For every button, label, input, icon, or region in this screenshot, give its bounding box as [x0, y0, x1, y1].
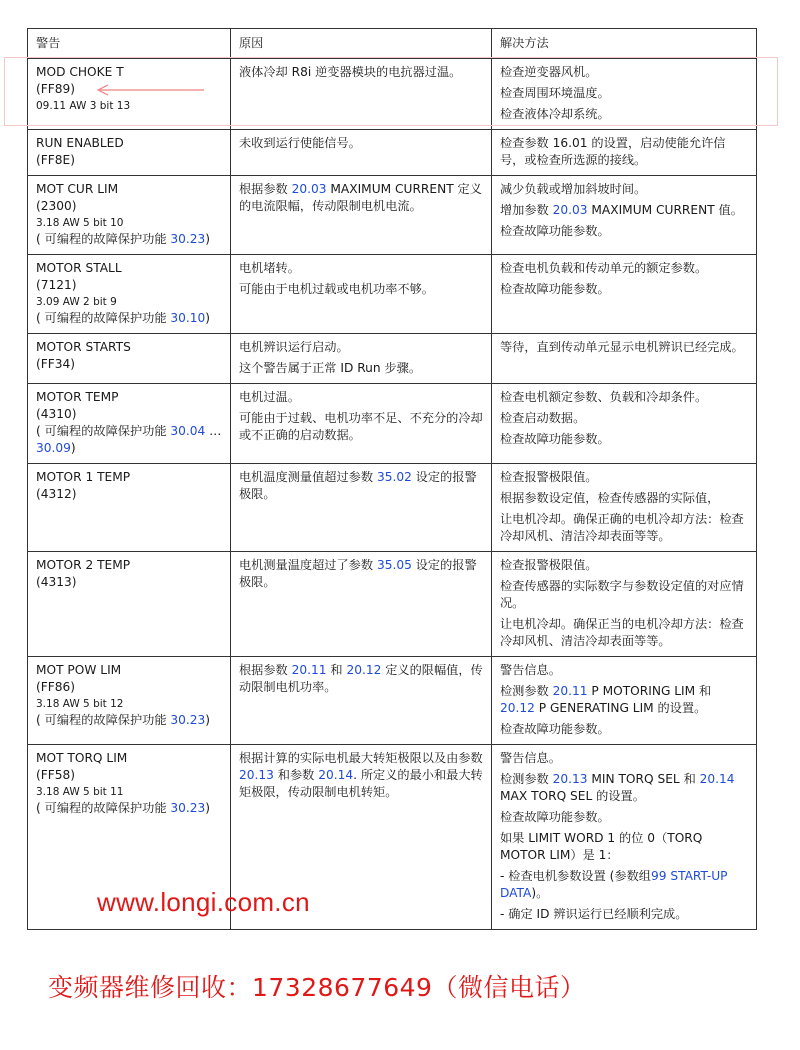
- parameter-link[interactable]: 30.09: [36, 441, 71, 455]
- solution-paragraph: [500, 135, 748, 169]
- warning-name: RUN ENABLED: [36, 136, 124, 150]
- cause-paragraph: [239, 281, 483, 298]
- solution-paragraph: [500, 260, 748, 277]
- cause-paragraph: [239, 557, 483, 591]
- parameter-link[interactable]: 20.13: [239, 768, 274, 782]
- text-segment: ): [205, 713, 211, 727]
- warning-code: (4312): [36, 487, 77, 501]
- warning-code: (2300): [36, 199, 77, 213]
- solution-paragraph: [500, 616, 748, 650]
- cause-paragraph: [239, 469, 483, 503]
- text-segment: . 所定义的最小和最大转矩极限，传动限制电机转矩。: [239, 768, 483, 799]
- cause-paragraph: [239, 389, 483, 406]
- parameter-link[interactable]: 99 START-UP DATA: [500, 869, 728, 900]
- solution-paragraph: [500, 557, 748, 574]
- solution-paragraph: [500, 750, 748, 767]
- text-segment: ( 可编程的故障保护功能: [36, 424, 171, 438]
- text-segment: ): [205, 311, 211, 325]
- cause-cell: [231, 255, 492, 334]
- text-segment: 电机测量温度超过了参数: [239, 558, 377, 572]
- cause-cell: [231, 552, 492, 657]
- alarm-word-bit: 09.11 AW 3 bit 13: [36, 100, 131, 112]
- text-segment: 检查故障功能参数。: [500, 810, 610, 824]
- warning-name: MOD CHOKE T: [36, 65, 124, 79]
- parameter-link[interactable]: 35.02: [376, 470, 412, 484]
- solution-paragraph: [500, 223, 748, 240]
- text-segment: 让电机冷却。确保正确的电机冷却方法：检查冷却风机、清洁冷却表面等等。: [500, 512, 744, 543]
- text-segment: 检查电机额定参数、负载和冷却条件。: [500, 390, 708, 404]
- warning-cell: [28, 130, 231, 176]
- warning-code: (FF8E): [36, 153, 75, 167]
- text-segment: 电机过温。: [239, 390, 300, 404]
- text-segment: - 确定 ID 辨识运行已经顺利完成。: [500, 907, 688, 921]
- text-segment: 液体冷却 R8i 逆变器模块的电抗器过温。: [239, 65, 462, 79]
- text-segment: 减少负载或增加斜坡时间。: [500, 182, 647, 196]
- text-segment: 检查逆变器风机。: [500, 65, 598, 79]
- text-segment: 可能由于过载、电机功率不足、不充分的冷却或不正确的启动数据。: [239, 411, 483, 442]
- text-segment: ): [205, 801, 211, 815]
- text-segment: ( 可编程的故障保护功能: [36, 801, 171, 815]
- text-segment: 检查报警极限值。: [500, 470, 598, 484]
- text-segment: 检查故障功能参数。: [500, 282, 610, 296]
- programmable-fault-note: [36, 310, 222, 327]
- warning-cell: [28, 176, 231, 255]
- footer-contact: 变频器维修回收：17328677649（微信电话）: [48, 973, 586, 1002]
- alarm-word-bit: 3.18 AW 5 bit 12: [36, 698, 124, 710]
- solution-paragraph: [500, 830, 748, 864]
- text-segment: 电机温度测量值超过参数: [239, 470, 377, 484]
- text-segment: 根据参数设定值，检查传感器的实际值，: [500, 491, 720, 505]
- cause-paragraph: [239, 360, 483, 377]
- solution-cell: [492, 255, 757, 334]
- solution-cell: [492, 464, 757, 552]
- text-segment: …: [205, 424, 222, 438]
- solution-paragraph: [500, 683, 748, 717]
- warning-code: (FF34): [36, 357, 76, 371]
- header-solution: 解决方法: [492, 29, 757, 59]
- table-header-row: [28, 29, 757, 59]
- solution-paragraph: [500, 721, 748, 738]
- table-row: [28, 334, 757, 384]
- solution-paragraph: [500, 662, 748, 679]
- text-segment: P MOTORING LIM 和: [587, 684, 712, 698]
- warning-code: (4313): [36, 575, 77, 589]
- warning-table: [27, 28, 757, 930]
- text-segment: MAX TORQ SEL 的设置。: [500, 789, 645, 803]
- warning-cell: [28, 464, 231, 552]
- text-segment: 警告信息。: [500, 663, 561, 677]
- text-segment: 检查传感器的实际数字与参数设定值的对应情况。: [500, 579, 744, 610]
- solution-paragraph: [500, 906, 748, 923]
- text-segment: 设定的报警极限。: [239, 470, 477, 501]
- text-segment: ( 可编程的故障保护功能: [36, 713, 171, 727]
- solution-cell: [492, 552, 757, 657]
- text-segment: 根据计算的实际电机最大转矩极限以及由参数: [239, 751, 483, 765]
- text-segment: 检查液体冷却系统。: [500, 107, 610, 121]
- header-cause: 原因: [231, 29, 492, 59]
- solution-paragraph: [500, 181, 748, 198]
- warning-code: (7121): [36, 278, 77, 292]
- text-segment: 检查故障功能参数。: [500, 432, 610, 446]
- text-segment: ( 可编程的故障保护功能: [36, 311, 171, 325]
- text-segment: 未收到运行使能信号。: [239, 136, 361, 150]
- table-row: [28, 255, 757, 334]
- parameter-link[interactable]: 20.12: [500, 701, 535, 715]
- warning-name: MOTOR 1 TEMP: [36, 470, 131, 484]
- parameter-link[interactable]: 30.23: [170, 801, 206, 815]
- table-row: [28, 657, 757, 745]
- cause-paragraph: [239, 339, 483, 356]
- solution-cell: [492, 334, 757, 384]
- solution-paragraph: [500, 511, 748, 545]
- programmable-fault-note: [36, 231, 222, 248]
- programmable-fault-note: [36, 423, 222, 457]
- text-segment: P GENERATING LIM 的设置。: [534, 701, 707, 715]
- warning-cell: [28, 255, 231, 334]
- text-segment: MAXIMUM CURRENT 定义的电流限幅，传动限制电机电流。: [239, 182, 482, 213]
- warning-name: MOT POW LIM: [36, 663, 122, 677]
- text-segment: 警告信息。: [500, 751, 561, 765]
- solution-paragraph: [500, 202, 748, 219]
- text-segment: 检查周围环境温度。: [500, 86, 610, 100]
- table-row: [28, 552, 757, 657]
- cause-paragraph: [239, 135, 483, 152]
- annotation-arrow-icon: [92, 84, 207, 96]
- text-segment: 定义的限幅值，传动限制电机功率。: [239, 663, 483, 694]
- text-segment: 设定的报警极限。: [239, 558, 477, 589]
- text-segment: 增加参数: [500, 203, 553, 217]
- text-segment: 根据参数: [239, 182, 292, 196]
- text-segment: - 检查电机参数设置 (参数组: [500, 869, 651, 883]
- solution-paragraph: [500, 64, 748, 81]
- solution-cell: [492, 176, 757, 255]
- text-segment: 根据参数: [239, 663, 292, 677]
- parameter-link[interactable]: 30.23: [170, 713, 206, 727]
- parameter-link[interactable]: 30.04: [170, 424, 206, 438]
- solution-paragraph: [500, 106, 748, 123]
- cause-cell: [231, 176, 492, 255]
- solution-paragraph: [500, 868, 748, 902]
- alarm-word-bit: 3.18 AW 5 bit 11: [36, 786, 124, 798]
- alarm-word-bit: 3.09 AW 2 bit 9: [36, 296, 117, 308]
- solution-paragraph: [500, 490, 748, 507]
- solution-cell: [492, 130, 757, 176]
- warning-code: (FF89): [36, 82, 76, 96]
- solution-paragraph: [500, 809, 748, 826]
- solution-paragraph: [500, 410, 748, 427]
- parameter-link[interactable]: 20.03: [552, 203, 588, 217]
- programmable-fault-note: [36, 712, 222, 729]
- parameter-link[interactable]: 20.11: [552, 684, 588, 698]
- alarm-word-bit: 3.18 AW 5 bit 10: [36, 217, 124, 229]
- cause-paragraph: [239, 410, 483, 444]
- text-segment: 可能由于电机过载或电机功率不够。: [239, 282, 434, 296]
- solution-paragraph: [500, 771, 748, 805]
- header-warning: 警告: [28, 29, 231, 59]
- cause-cell: [231, 657, 492, 745]
- text-segment: ): [205, 232, 211, 246]
- solution-paragraph: [500, 389, 748, 406]
- cause-cell: [231, 464, 492, 552]
- solution-cell: [492, 59, 757, 130]
- parameter-link[interactable]: 30.10: [170, 311, 206, 325]
- text-segment: 让电机冷却。确保正当的电机冷却方法：检查冷却风机、清洁冷却表面等等。: [500, 617, 744, 648]
- text-segment: 检查故障功能参数。: [500, 224, 610, 238]
- solution-paragraph: [500, 85, 748, 102]
- warning-code: (4310): [36, 407, 77, 421]
- warning-cell: [28, 657, 231, 745]
- warning-name: MOT CUR LIM: [36, 182, 119, 196]
- parameter-link[interactable]: 20.14: [699, 772, 735, 786]
- warning-cell: [28, 384, 231, 464]
- solution-paragraph: [500, 469, 748, 486]
- table-row: [28, 464, 757, 552]
- text-segment: 电机堵转。: [239, 261, 300, 275]
- text-segment: 电机辨识运行启动。: [239, 340, 349, 354]
- parameter-link[interactable]: 35.05: [376, 558, 412, 572]
- warning-name: MOTOR 2 TEMP: [36, 558, 131, 572]
- warning-name: MOTOR STALL: [36, 261, 122, 275]
- warning-cell: [28, 334, 231, 384]
- text-segment: 和: [326, 663, 347, 677]
- table-row: [28, 130, 757, 176]
- text-segment: )。: [531, 886, 549, 900]
- cause-paragraph: [239, 64, 483, 81]
- table-row: [28, 176, 757, 255]
- solution-paragraph: [500, 431, 748, 448]
- cause-paragraph: [239, 260, 483, 277]
- warning-code: (FF58): [36, 768, 76, 782]
- parameter-link[interactable]: 20.11: [291, 663, 327, 677]
- text-segment: 检测参数: [500, 772, 553, 786]
- cause-cell: [231, 59, 492, 130]
- parameter-link[interactable]: 20.14: [318, 768, 354, 782]
- text-segment: MIN TORQ SEL 和: [587, 772, 700, 786]
- solution-paragraph: [500, 578, 748, 612]
- programmable-fault-note: [36, 800, 222, 817]
- solution-paragraph: [500, 281, 748, 298]
- warning-name: MOTOR STARTS: [36, 340, 131, 354]
- watermark-url: www.longi.com.cn: [97, 887, 310, 917]
- text-segment: ): [70, 441, 76, 455]
- solution-cell: [492, 657, 757, 745]
- warning-code: (FF86): [36, 680, 76, 694]
- cause-cell: [231, 130, 492, 176]
- text-segment: 检查启动数据。: [500, 411, 586, 425]
- parameter-link[interactable]: 20.13: [552, 772, 588, 786]
- solution-paragraph: [500, 339, 748, 356]
- text-segment: 检查参数 16.01 的设置，启动使能允许信号，或检查所选源的接线。: [500, 136, 726, 167]
- warning-name: MOT TORQ LIM: [36, 751, 128, 765]
- text-segment: 和参数: [273, 768, 319, 782]
- text-segment: 等待，直到传动单元显示电机辨识已经完成。: [500, 340, 744, 354]
- text-segment: 检查电机负载和传动单元的额定参数。: [500, 261, 708, 275]
- text-segment: ( 可编程的故障保护功能: [36, 232, 171, 246]
- parameter-link[interactable]: 20.12: [346, 663, 382, 677]
- warning-cell: [28, 552, 231, 657]
- cause-cell: [231, 384, 492, 464]
- cause-cell: [231, 334, 492, 384]
- table-body: [28, 59, 757, 930]
- text-segment: 检测参数: [500, 684, 553, 698]
- text-segment: 如果 LIMIT WORD 1 的位 0（TORQ MOTOR LIM）是 1：: [500, 831, 703, 862]
- solution-cell: [492, 745, 757, 930]
- solution-cell: [492, 384, 757, 464]
- text-segment: 检查报警极限值。: [500, 558, 598, 572]
- text-segment: 检查故障功能参数。: [500, 722, 610, 736]
- warning-name: MOTOR TEMP: [36, 390, 119, 404]
- cause-paragraph: [239, 750, 483, 801]
- text-segment: MAXIMUM CURRENT 值。: [587, 203, 743, 217]
- text-segment: 这个警告属于正常 ID Run 步骤。: [239, 361, 422, 375]
- table-row: [28, 384, 757, 464]
- parameter-link[interactable]: 20.03: [291, 182, 327, 196]
- cause-paragraph: [239, 662, 483, 696]
- parameter-link[interactable]: 30.23: [170, 232, 206, 246]
- cause-paragraph: [239, 181, 483, 215]
